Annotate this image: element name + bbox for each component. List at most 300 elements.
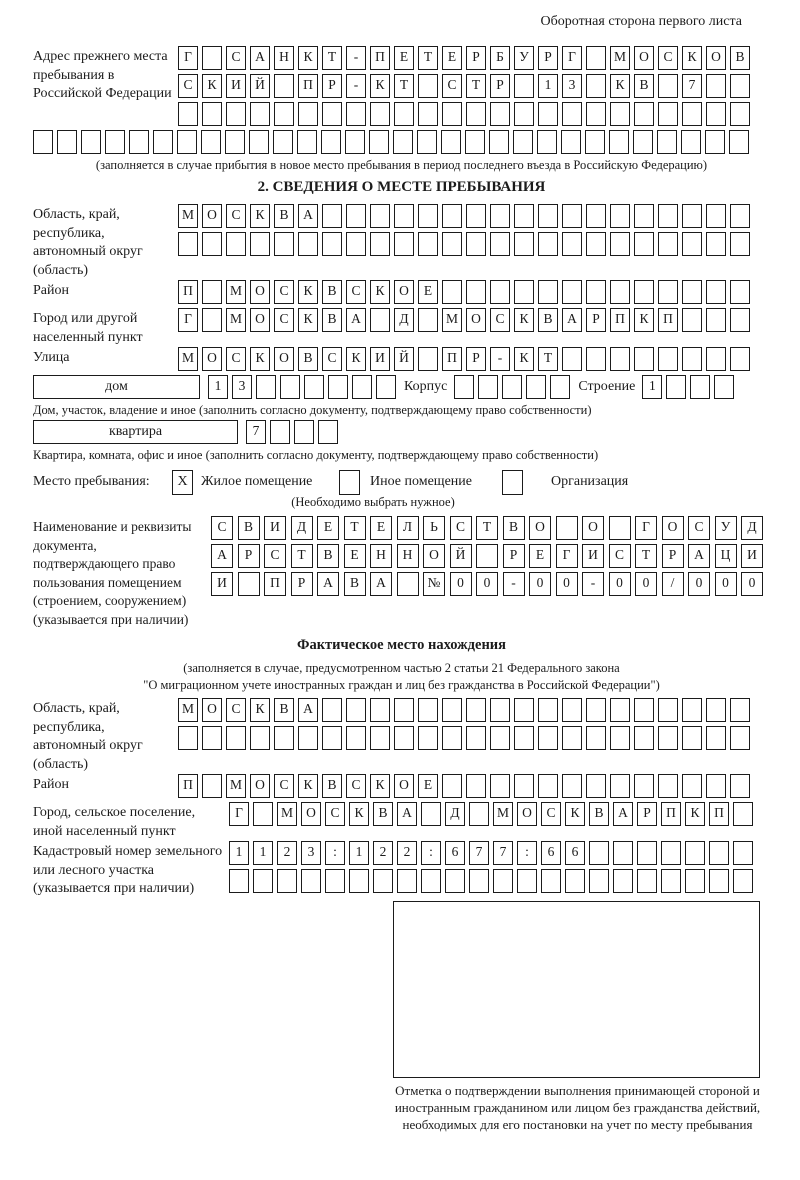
char-box [562, 347, 582, 371]
char-box: Й [250, 74, 270, 98]
char-box: О [202, 204, 222, 228]
char-box [633, 130, 653, 154]
char-box: / [662, 572, 684, 596]
char-box: Е [442, 46, 462, 70]
char-box [277, 869, 297, 893]
char-box: Т [476, 516, 498, 540]
char-box: У [514, 46, 534, 70]
char-box: В [538, 308, 558, 332]
char-box [706, 74, 726, 98]
char-box: 3 [301, 841, 321, 865]
char-box [394, 204, 414, 228]
char-box [370, 204, 390, 228]
char-box [537, 130, 557, 154]
char-box: К [202, 74, 222, 98]
char-box: С [442, 74, 462, 98]
char-box [129, 130, 149, 154]
char-box: 6 [541, 841, 561, 865]
char-box: О [423, 544, 445, 568]
char-box: 2 [397, 841, 417, 865]
char-box [442, 232, 462, 256]
char-box [466, 280, 486, 304]
char-box [586, 232, 606, 256]
char-box [273, 130, 293, 154]
char-box [346, 204, 366, 228]
prev-address-row-3 [178, 102, 770, 126]
char-box: Т [322, 46, 342, 70]
char-box [538, 726, 558, 750]
char-box: К [514, 308, 534, 332]
char-box: Л [397, 516, 419, 540]
char-box: - [490, 347, 510, 371]
document-row-2 [211, 544, 770, 568]
cadastral-row-2 [229, 869, 770, 893]
char-box: М [442, 308, 462, 332]
char-box [637, 869, 657, 893]
char-box [418, 726, 438, 750]
char-box: С [322, 347, 342, 371]
char-box [346, 102, 366, 126]
char-box [370, 102, 390, 126]
char-box: О [529, 516, 551, 540]
char-box: 0 [609, 572, 631, 596]
char-box: С [450, 516, 472, 540]
char-box: 1 [538, 74, 558, 98]
char-box [730, 102, 750, 126]
char-box [733, 802, 753, 826]
char-box: С [541, 802, 561, 826]
char-box: К [682, 46, 702, 70]
char-box [682, 280, 702, 304]
char-box [561, 130, 581, 154]
stamp-caption: Отметка о подтверждении выполнения принимающей стороной и иностранным гражданином или лицом без гражданства действий, необходимых для его постановки на учет по месту пребывания [394, 1082, 761, 1132]
char-box: 0 [688, 572, 710, 596]
char-box: Р [637, 802, 657, 826]
char-box: А [211, 544, 233, 568]
char-box [681, 130, 701, 154]
actual-region-rows [178, 698, 770, 754]
actual-region-row-1 [178, 698, 770, 722]
char-box [249, 130, 269, 154]
char-box [418, 232, 438, 256]
char-box [514, 74, 534, 98]
char-box [634, 726, 654, 750]
char-box [418, 102, 438, 126]
char-box: В [317, 544, 339, 568]
char-box: С [346, 280, 366, 304]
char-box [178, 726, 198, 750]
document-label: Наименование и реквизиты документа, подтверждающего право пользования помещением (строением, сооружением) (указывается при наличии) [33, 519, 192, 627]
char-box [586, 726, 606, 750]
char-box [705, 130, 725, 154]
char-box [706, 698, 726, 722]
char-box: 0 [556, 572, 578, 596]
char-box [709, 841, 729, 865]
char-box [658, 74, 678, 98]
char-box [325, 869, 345, 893]
char-box [225, 130, 245, 154]
char-box [586, 280, 606, 304]
char-box [322, 726, 342, 750]
char-box [538, 204, 558, 228]
char-box: А [317, 572, 339, 596]
char-box [610, 204, 630, 228]
char-box: В [274, 204, 294, 228]
checkbox-organization [502, 470, 523, 495]
char-box: : [325, 841, 345, 865]
char-box [394, 232, 414, 256]
house-number-cells [208, 375, 400, 399]
char-box [274, 74, 294, 98]
char-box [370, 232, 390, 256]
char-box [490, 726, 510, 750]
char-box: 3 [562, 74, 582, 98]
char-box: А [298, 204, 318, 228]
char-box [418, 74, 438, 98]
checkbox-residential: X [172, 470, 193, 495]
char-box [730, 308, 750, 332]
char-box: О [662, 516, 684, 540]
char-box [346, 698, 366, 722]
char-box: Й [394, 347, 414, 371]
char-box: С [211, 516, 233, 540]
char-box: К [685, 802, 705, 826]
char-box: О [706, 46, 726, 70]
char-box [730, 698, 750, 722]
char-box [421, 869, 441, 893]
char-box: Н [274, 46, 294, 70]
street-field [33, 347, 770, 375]
apartment-caption: Квартира, комната, офис и иное (заполнить согласно документу, подтверждающему право собственности) [33, 448, 599, 462]
char-box [706, 347, 726, 371]
char-box [469, 802, 489, 826]
char-box: О [634, 46, 654, 70]
char-box [682, 204, 702, 228]
prev-address-rows [178, 46, 770, 130]
char-box [454, 375, 474, 399]
char-box: П [264, 572, 286, 596]
apartment-number-cells [246, 420, 342, 444]
actual-district-field [33, 774, 770, 802]
region-rows [178, 204, 770, 260]
char-box [442, 102, 462, 126]
char-box [706, 280, 726, 304]
char-box: Р [322, 74, 342, 98]
char-box: С [226, 204, 246, 228]
char-box [418, 347, 438, 371]
char-box [514, 232, 534, 256]
char-box [328, 375, 348, 399]
char-box [202, 280, 222, 304]
char-box [493, 869, 513, 893]
document-field [33, 516, 770, 629]
district-row [178, 280, 754, 304]
char-box [658, 774, 678, 798]
char-box: Р [291, 572, 313, 596]
char-box: В [730, 46, 750, 70]
char-box [730, 74, 750, 98]
char-box [304, 375, 324, 399]
char-box: Т [394, 74, 414, 98]
section2-title: 2. СВЕДЕНИЯ О МЕСТЕ ПРЕБЫВАНИЯ [257, 179, 546, 195]
char-box: 0 [529, 572, 551, 596]
char-box: К [298, 774, 318, 798]
char-box [610, 347, 630, 371]
char-box [610, 698, 630, 722]
char-box [685, 869, 705, 893]
char-box [294, 420, 314, 444]
option-label-other-premises: Иное помещение [370, 474, 472, 489]
char-box: 0 [715, 572, 737, 596]
char-box [369, 130, 389, 154]
char-box [526, 375, 546, 399]
char-box [729, 130, 749, 154]
char-box: К [250, 347, 270, 371]
korpus-label: Корпус [404, 379, 448, 394]
char-box: И [741, 544, 763, 568]
prev-address-row-1 [178, 46, 770, 70]
char-box [442, 204, 462, 228]
char-box [466, 774, 486, 798]
document-rows [211, 516, 770, 600]
district-label: Район [33, 283, 69, 298]
char-box: Т [538, 347, 558, 371]
char-box [682, 102, 702, 126]
char-box: С [264, 544, 286, 568]
region-row-2 [178, 232, 770, 256]
char-box [250, 102, 270, 126]
char-box [466, 726, 486, 750]
char-box [730, 280, 750, 304]
char-box [421, 802, 441, 826]
actual-location-title: Фактическое место нахождения [297, 637, 506, 653]
char-box: П [658, 308, 678, 332]
char-box: В [322, 280, 342, 304]
char-box: Р [466, 46, 486, 70]
char-box: Г [562, 46, 582, 70]
char-box: М [178, 347, 198, 371]
char-box: В [344, 572, 366, 596]
char-box: Р [490, 74, 510, 98]
char-box: М [610, 46, 630, 70]
char-box [538, 232, 558, 256]
char-box: А [688, 544, 710, 568]
char-box: К [349, 802, 369, 826]
char-box [610, 102, 630, 126]
char-box [541, 869, 561, 893]
prev-address-field [33, 46, 770, 130]
char-box: О [202, 698, 222, 722]
char-box [706, 232, 726, 256]
char-box: О [582, 516, 604, 540]
actual-city-label: Город, сельское поселение, иной населенный пункт [33, 805, 196, 839]
char-box [466, 102, 486, 126]
char-box [586, 46, 606, 70]
char-box [476, 544, 498, 568]
char-box: М [277, 802, 297, 826]
char-box: 7 [469, 841, 489, 865]
char-box: 1 [349, 841, 369, 865]
char-box: П [610, 308, 630, 332]
char-box [346, 726, 366, 750]
char-box: И [264, 516, 286, 540]
char-box [177, 130, 197, 154]
char-box: 1 [208, 375, 228, 399]
char-box: - [503, 572, 525, 596]
char-box [226, 232, 246, 256]
char-box [562, 232, 582, 256]
actual-location-caption-1: (заполняется в случае, предусмотренном частью 2 статьи 21 Федерального закона [183, 661, 620, 675]
char-box [346, 232, 366, 256]
char-box [270, 420, 290, 444]
char-box: О [517, 802, 537, 826]
stroenie-label: Строение [578, 379, 636, 394]
char-box [733, 841, 753, 865]
char-box: - [582, 572, 604, 596]
char-box: Д [445, 802, 465, 826]
char-box: С [325, 802, 345, 826]
char-box [202, 774, 222, 798]
char-box [442, 726, 462, 750]
char-box [256, 375, 276, 399]
char-box: О [250, 774, 270, 798]
char-box: Р [503, 544, 525, 568]
char-box [634, 102, 654, 126]
region-label: Область, край, республика, автономный округ (область) [33, 207, 143, 278]
char-box [153, 130, 173, 154]
char-box [298, 102, 318, 126]
char-box [490, 102, 510, 126]
char-box: Е [317, 516, 339, 540]
char-box: : [421, 841, 441, 865]
char-box: С [226, 347, 246, 371]
cadastral-field [33, 841, 770, 899]
char-box [33, 130, 53, 154]
char-box: Т [635, 544, 657, 568]
char-box: С [274, 280, 294, 304]
char-box: Н [397, 544, 419, 568]
char-box: С [346, 774, 366, 798]
actual-region-label: Область, край, республика, автономный округ (область) [33, 701, 143, 772]
char-box [441, 130, 461, 154]
char-box: С [490, 308, 510, 332]
char-box: Д [741, 516, 763, 540]
char-box [538, 774, 558, 798]
char-box: М [226, 774, 246, 798]
char-box [418, 204, 438, 228]
char-box: К [610, 74, 630, 98]
prev-address-caption: (заполняется в случае прибытия в новое место пребывания в период последнего въезда в Российскую Федерацию) [95, 158, 708, 172]
char-box [562, 726, 582, 750]
char-box [562, 774, 582, 798]
char-box [613, 841, 633, 865]
char-box [682, 698, 702, 722]
char-box [562, 280, 582, 304]
char-box [373, 869, 393, 893]
char-box [250, 232, 270, 256]
char-box [514, 280, 534, 304]
char-box: № [423, 572, 445, 596]
char-box: С [226, 46, 246, 70]
char-box [105, 130, 125, 154]
char-box [586, 774, 606, 798]
char-box: В [238, 516, 260, 540]
document-row-1 [211, 516, 770, 540]
char-box: К [298, 280, 318, 304]
char-box [634, 347, 654, 371]
char-box: Т [344, 516, 366, 540]
char-box: Т [291, 544, 313, 568]
char-box [466, 232, 486, 256]
char-box: 0 [450, 572, 472, 596]
char-box [565, 869, 585, 893]
char-box [178, 102, 198, 126]
char-box [610, 232, 630, 256]
char-box [682, 726, 702, 750]
char-box [349, 869, 369, 893]
char-box: К [298, 46, 318, 70]
char-box: А [397, 802, 417, 826]
char-box [634, 204, 654, 228]
char-box [376, 375, 396, 399]
char-box: С [178, 74, 198, 98]
char-box [634, 698, 654, 722]
char-box [322, 232, 342, 256]
char-box [57, 130, 77, 154]
char-box: К [370, 74, 390, 98]
char-box: 0 [635, 572, 657, 596]
street-row [178, 347, 754, 371]
char-box [733, 869, 753, 893]
char-box [685, 841, 705, 865]
actual-location-caption-2: "О миграционном учете иностранных граждан и лиц без гражданства в Российской Федерации") [143, 678, 660, 692]
city-field [33, 308, 770, 347]
char-box [442, 774, 462, 798]
char-box [202, 726, 222, 750]
char-box [657, 130, 677, 154]
char-box [280, 375, 300, 399]
char-box [538, 280, 558, 304]
actual-district-row [178, 774, 754, 798]
char-box: П [178, 280, 198, 304]
char-box: - [346, 74, 366, 98]
char-box: Р [662, 544, 684, 568]
char-box [301, 869, 321, 893]
char-box: Г [178, 46, 198, 70]
char-box [637, 841, 657, 865]
char-box [610, 726, 630, 750]
char-box [709, 869, 729, 893]
char-box [226, 102, 246, 126]
char-box: К [370, 280, 390, 304]
char-box [370, 726, 390, 750]
char-box [666, 375, 686, 399]
char-box [538, 698, 558, 722]
char-box: П [298, 74, 318, 98]
char-box: 1 [229, 841, 249, 865]
char-box [609, 516, 631, 540]
char-box: Г [178, 308, 198, 332]
char-box [589, 841, 609, 865]
char-box [706, 308, 726, 332]
char-box [81, 130, 101, 154]
char-box: В [373, 802, 393, 826]
char-box [418, 308, 438, 332]
char-box [465, 130, 485, 154]
char-box: К [514, 347, 534, 371]
char-box [274, 232, 294, 256]
char-box: Д [394, 308, 414, 332]
